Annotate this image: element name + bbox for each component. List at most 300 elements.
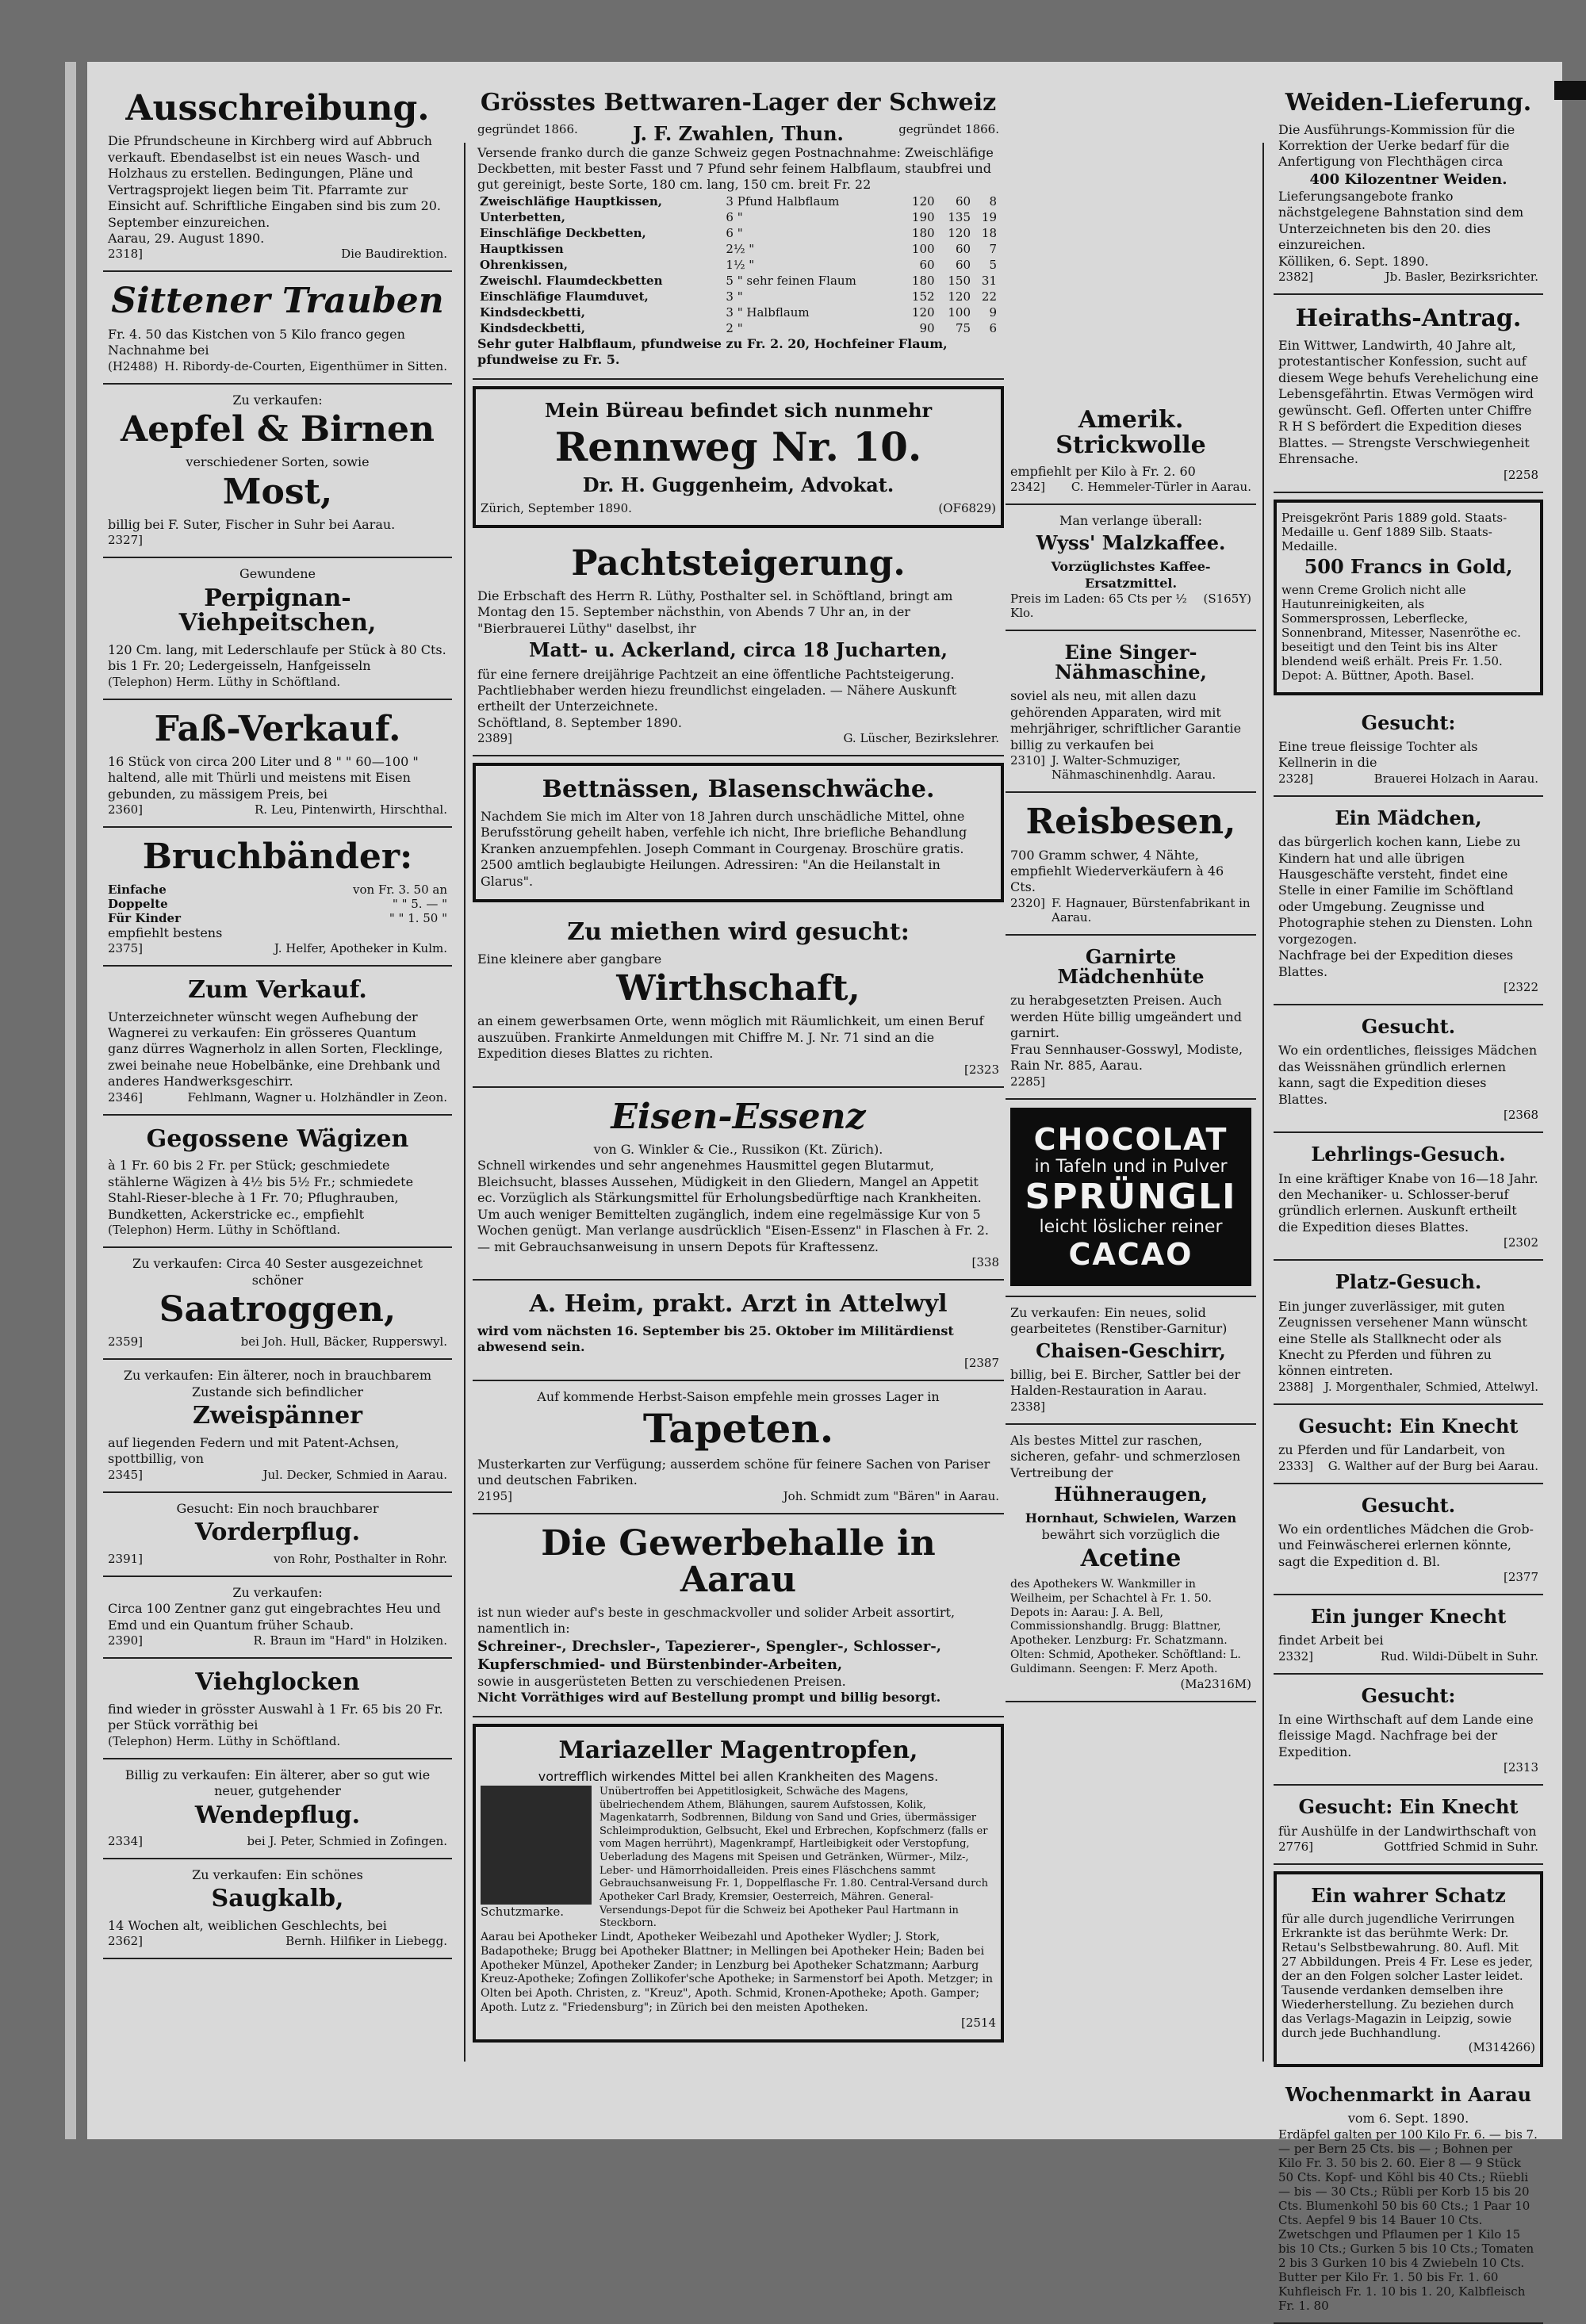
ad-date: Schöftland, 8. September 1890. <box>477 714 682 730</box>
ad-number: 2390] <box>108 1633 144 1648</box>
ad-title: Ein Mädchen, <box>1335 806 1482 829</box>
price-table-cell: 8 <box>989 193 997 209</box>
ad-title: Wirthschaft, <box>616 968 860 1009</box>
ad-number: 2382] <box>1278 270 1314 285</box>
price-table-cell: 152 <box>911 289 935 304</box>
ad-body: Erdäpfel galten per 100 Kilo Fr. 6. — bis 7. — per Bern 25 Cts. bis — ; Bohnen per Kilo Fr. 3. 50 bis 2. 60. Eier 8 — 9 Stück 50 Cts. Kopf- und Köhl bis 40 Cts.; Rüebli — bis — 30 Cts.; Rübli per Korb 15 bis 20 Cts. Blumenkohl 50 bis 60 Cts.; 1 Paar 10 Cts. Aepfel 9 bis 14 Bauer 10 Cts. Zwetschgen und Pflaumen per 1 Kilo 15 bis 10 Cts.; Gurken 5 bis 10 Cts.; Tomaten 2 bis 3 Gurken 10 bis 4 Zwiebeln 10 Cts. Butter per Kilo Fr. 1. 50 bis Fr. 1. 60 Kuhfleisch Fr. 1. 10 bis 1. 20, Kalbfleisch Fr. 1. 80 <box>1278 2127 1538 2313</box>
ad-pretitle: Zu verkaufen: Ein schönes <box>192 1867 363 1882</box>
ad-knecht-3 <box>1274 1786 1543 1865</box>
ad-number: [2323 <box>963 1062 999 1077</box>
ad-bettnaessen <box>473 763 1004 902</box>
ad-title: Saugkalb, <box>211 1885 344 1913</box>
ad-title: Zweispänner <box>192 1402 363 1430</box>
page-edge-left <box>65 62 76 2139</box>
price-table-row <box>477 209 999 225</box>
founded-right: gegründet 1866. <box>898 121 999 136</box>
ad-body: Ein junger zuverlässiger, mit guten Zeugnissen versehener Mann wünscht eine Stelle als Stallknecht oder als Knecht zu Pferden und führen zu können eintreten. <box>1278 1298 1527 1379</box>
ad-title: Ein wahrer Schatz <box>1311 1884 1506 1908</box>
ad-body: 14 Wochen alt, weiblichen Geschlechts, bei <box>108 1917 387 1933</box>
ad-title: Acetine <box>1080 1545 1182 1573</box>
price-table-cell: 2½ " <box>726 241 755 256</box>
ad-body: Preis im Laden: 65 Cts per ½ Klo. <box>1010 592 1187 621</box>
ad-number: 2345] <box>108 1467 144 1482</box>
ad-signature: R. Leu, Pintenwirth, Hirschthal. <box>254 802 447 817</box>
ad-body: 120 Cm. lang, mit Lederschlaufe per Stück à 80 Cts. bis 1 Fr. 20; Ledergeisseln, Hanfgeisseln <box>108 641 446 674</box>
ad-footer: Nicht Vorräthiges wird auf Bestellung prompt und billig besorgt. <box>477 1690 941 1706</box>
ad-intro: Als bestes Mittel zur raschen, sicheren, gefahr- und schmerzlosen Vertreibung der <box>1010 1432 1241 1480</box>
ad-signature: bei J. Peter, Schmied in Zofingen. <box>247 1834 447 1848</box>
price-table-cell: Kindsdeckbetti, <box>480 320 585 335</box>
ad-fass-verkauf <box>103 700 452 829</box>
ad-number: [2368 <box>1503 1108 1538 1123</box>
ad-body: Circa 100 Zentner ganz gut eingebrachtes Heu und Emd und ein Quantum früher Schaub. <box>108 1601 441 1633</box>
ad-saugkalb <box>103 1859 452 1959</box>
ad-signature: H. Ribordy-de-Courten, Eigenthümer in Sitten. <box>164 358 447 373</box>
price-table-cell: 7 <box>989 241 997 256</box>
ad-signature: Fehlmann, Wagner u. Holzhändler in Zeon. <box>187 1089 447 1105</box>
ad-signature: J. Walter-Schmuziger, Nähmaschinenhdlg. Aarau. <box>1052 753 1216 783</box>
ad-number: [2322 <box>1503 980 1538 995</box>
ad-signature: J. Helfer, Apotheker in Kulm. <box>274 941 447 956</box>
ad-signature: F. Hagnauer, Bürstenfabrikant in Aarau. <box>1052 895 1251 925</box>
price-table-cell: Einschläfige Flaumduvet, <box>480 289 649 304</box>
price-table-cell: Hauptkissen <box>480 241 564 256</box>
ad-pretitle: Zu verkaufen: Ein älterer, noch in brauchbarem Zustande sich befindlicher <box>123 1368 432 1399</box>
ad-body: Ein Wittwer, Landwirth, 40 Jahre alt, protestantischer Konfession, sucht auf diesem Wege behufs Verehelichung eine Lebensgefährtin. Etwas Vermögen wird gewünscht. Gefl. Offerten unter Chiffre R H S befördert die Expedition dieses Blattes. — Strengste Verschwiegenheit Ehrensache. <box>1278 337 1538 467</box>
ad-title: Grösstes Bettwaren-Lager der Schweiz <box>480 89 997 117</box>
ad-title: Tapeten. <box>642 1405 834 1453</box>
price-table-cell: 19 <box>981 209 997 224</box>
ad-chaisen <box>1006 1297 1256 1425</box>
ad-title: Pachtsteigerung. <box>571 542 906 584</box>
ad-number: 2342] <box>1010 480 1046 495</box>
ad-feinwaescherei <box>1274 1484 1543 1596</box>
ad-pretitle: Billig zu verkaufen: Ein älterer, aber so gut wie neuer, gutgehender <box>125 1767 431 1799</box>
ad-maedchenhuete <box>1006 936 1256 1100</box>
ad-body: wird vom nächsten 16. September bis 25. Oktober im Militärdienst abwesend sein. <box>477 1323 954 1355</box>
ad-number: [2514 <box>960 2016 996 2031</box>
chocolat-line-3: SPRÜNGLI <box>1025 1176 1237 1217</box>
ad-body: billig bei F. Suter, Fischer in Suhr bei Aarau. <box>108 516 396 532</box>
ad-reisbesen <box>1006 793 1256 936</box>
chocolat-line-1: CHOCOLAT <box>1033 1121 1228 1157</box>
ad-subtitle: Vorzüglichstes Kaffee-Ersatzmittel. <box>1051 559 1211 591</box>
price-table-cell: 22 <box>981 289 997 304</box>
ad-title: 500 Francs in Gold, <box>1304 554 1513 578</box>
ad-body: des Apothekers W. Wankmiller in Weilheim, per Schachtel à Fr. 1. 50. Depots in: Aarau: J. A. Bell, Commissionshandlg. Brugg: Blattner, Apotheker. Lenzburg: Fr. Schatzmann. Olten: Schmid, Apotheker. Schöftland: L. Guldimann. Seengen: F. Merz Apoth. <box>1010 1577 1241 1676</box>
price-table-cell: Kindsdeckbetti, <box>480 304 585 320</box>
ad-title: Bruchbänder: <box>142 837 413 878</box>
ad-body: Fr. 4. 50 das Kistchen von 5 Kilo franco gegen Nachnahme bei <box>108 326 405 358</box>
ad-title: Ein junger Knecht <box>1310 1605 1507 1629</box>
ad-title: Gesucht: <box>1361 1683 1456 1707</box>
price-table-cell: 3 " <box>726 289 743 304</box>
ad-number: 2346] <box>108 1089 144 1105</box>
ad-body: für alle durch jugendliche Verirrungen Erkrankte ist das berühmte Werk: Dr. Retau's Selbstbewahrung. 80. Aufl. Mit 27 Abbildungen. Preis 4 Fr. Lese es jeder, der an den Folgen solcher Laster leidet. Tausende verdanken demselben ihre Wiederherstellung. Zu beziehen durch das Verlags-Magazin in Leipzig, sowie durch jede Buchhandlung. <box>1281 1912 1534 2041</box>
ad-name: Dr. H. Guggenheim, Advokat. <box>582 473 895 496</box>
ad-signature: G. Lüscher, Bezirkslehrer. <box>843 731 999 746</box>
ad-depots: Aarau bei Apotheker Lindt, Apotheker Weibezahl und Apotheker Wydler; J. Stork, Badapotheke; Brugg bei Apotheker Blattner; in Mellingen bei Apotheker Hein; Baden bei Apotheker Münzel, Apotheker Zander; in Lenzburg bei Apotheker Schatzmann; Aarburg Kreuz-Apotheke; Zofingen Zollikofer'sche Apotheke; in Sarmenstorf bei Apoth. Metzger; in Olten bei Apoth. Christen, z. "Kreuz", Apoth. Schmid, Kronen-Apotheke; Apoth. Gamper; Apoth. Lutz z. "Friedensburg"; in Zürich bei den meisten Apotheken. <box>481 1930 993 2015</box>
ad-subtitle: bewährt sich vorzüglich die <box>1041 1526 1220 1542</box>
ad-body: zu herabgesetzten Preisen. Auch werden Hüte billig umgeändert und garnirt. <box>1010 993 1242 1041</box>
ad-body: das bürgerlich kochen kann, Liebe zu Kindern hat und alle übrigen Hausgeschäfte versteht, findet eine Stelle in einer Familie im Schöftland oder Umgebung. Zeugnisse und Photographie stehen zu Diensten. Lohn vorgezogen. <box>1278 834 1533 947</box>
column-3 <box>1006 396 1256 1702</box>
ad-body: billig, bei E. Bircher, Sattler bei der Halden-Restauration in Aarau. <box>1010 1366 1241 1399</box>
ad-title: Wochenmarkt in Aarau <box>1285 2083 1532 2107</box>
chocolat-banner <box>1010 1108 1251 1286</box>
trademark-image <box>481 1786 592 1905</box>
ad-body: 700 Gramm schwer, 4 Nähte, empfiehlt Wiederverkäufern à 46 Cts. <box>1010 847 1224 895</box>
ad-title: Saatroggen, <box>159 1289 396 1330</box>
price-table-cell: 5 " sehr feinen Flaum <box>726 273 856 288</box>
ad-title: Eisen-Essenz <box>611 1096 866 1137</box>
ad-title: Gegossene Wägizen <box>146 1124 409 1153</box>
ad-signature: Brauerei Holzach in Aarau. <box>1373 771 1538 786</box>
price-table-cell: 6 " <box>726 225 743 240</box>
ad-title: Die Gewerbehalle in Aarau <box>541 1522 936 1600</box>
ad-malzkaffee <box>1006 505 1256 631</box>
ad-title: Gesucht: Ein Knecht <box>1298 1795 1519 1819</box>
ad-zweispaenner <box>103 1360 452 1492</box>
price-table-cell: 100 <box>948 304 971 320</box>
ad-pretitle: Zu verkaufen: Ein neues, solid gearbeitetes (Renstiber-Garnitur) <box>1010 1304 1228 1337</box>
ad-number: 2327] <box>108 533 144 548</box>
ad-body: 16 Stück von circa 200 Liter und 8 " " 60—100 " haltend, alle mit Thürli und meistens mit Eisen gebunden, zu mässigem Preis, bei <box>108 753 419 802</box>
ad-title: Viehglocken <box>195 1668 360 1697</box>
ad-number: (S165Y) <box>1203 592 1251 607</box>
ad-number: 2333] <box>1278 1458 1314 1473</box>
ad-chocolat <box>1006 1100 1256 1297</box>
price-table-cell: 3 Pfund Halbflaum <box>726 193 840 209</box>
ad-date: Aarau, 29. August 1890. <box>108 231 265 246</box>
ad-body: ist nun wieder auf's beste in geschmackvoller und solider Arbeit assortirt, namentlich in: <box>477 1604 956 1637</box>
ad-lehrling <box>1274 1133 1543 1261</box>
ad-number: 2391] <box>108 1551 144 1566</box>
ad-title: Weiden-Lieferung. <box>1285 89 1532 117</box>
ad-body: Unübertroffen bei Appetitlosigkeit, Schwäche des Magens, übelriechendem Athem, Blähungen, saurem Aufstossen, Kolik, Magenkatarrh, Sodbrennen, Bildung von Sand und Gries, übermässiger Schleimproduktion, Gelbsucht, Ekel und Erbrechen, Kopfschmerz (falls er vom Magen herrührt), Magenkrampf, Hartleibigkeit oder Verstopfung, Ueberladung des Magens mit Speisen und Getränken, Würmer-, Milz-, Leber- und Hämorrhoidalleiden. Preis eines Fläschchens sammt Gebrauchsanweisung Fr. 1, Doppelflasche Fr. 1.80. Central-Versand durch Apotheker Carl Brady, Kremsier, Oesterreich, Mähren. General-Versendungs-Depot für die Schweiz bei Apotheker Paul Hartmann in Steckborn. <box>600 1785 988 1930</box>
ad-number: 2332] <box>1278 1648 1314 1664</box>
ad-signature: J. Morgenthaler, Schmied, Attelwyl. <box>1324 1379 1538 1394</box>
ad-body: Nachdem Sie mich im Alter von 18 Jahren durch unschädliche Mittel, ohne Berufsstörung geheilt haben, verfehle ich nicht, Ihre briefliche Behandlung Kranken anzuempfehlen. Joseph Commant in Courgenay. Broschüre gratis. 2500 amtlich beglaubigte Heilungen. Adressiren: "An die Heilanstalt in Glarus". <box>481 808 967 889</box>
price-table-cell: 100 <box>911 241 935 256</box>
ad-viehpeitschen <box>103 558 452 699</box>
price-table-cell: 120 <box>911 193 935 209</box>
column-2 <box>473 79 1004 2049</box>
ad-body: Wo ein ordentliches, fleissiges Mädchen das Weissnähen gründlich erlernen kann, sagt die Expedition dieses Blattes. <box>1278 1043 1538 1107</box>
ad-signature: Die Baudirektion. <box>341 247 447 262</box>
ad-ausschreibung <box>103 79 452 272</box>
ad-schaub <box>103 1577 452 1659</box>
ad-platz-gesuch <box>1274 1261 1543 1405</box>
ad-mariazeller <box>473 1724 1004 2043</box>
ad-signature: Joh. Schmidt zum "Bären" in Aarau. <box>783 1488 999 1503</box>
price-table-cell: 5 <box>989 257 997 272</box>
ad-title: Reisbesen, <box>1025 802 1236 843</box>
ad-pretitle: Zu verkaufen: Circa 40 Sester ausgezeichnet schöner <box>132 1256 423 1288</box>
price-table-cell: 6 <box>989 320 997 335</box>
ad-body: find wieder in grösster Auswahl à 1 Fr. 65 bis 20 Fr. per Stück vorräthig bei <box>108 1701 443 1733</box>
price-row: Doppelte " " 5. — " <box>108 896 447 911</box>
ad-title: Garnirte Mädchenhüte <box>1057 944 1205 989</box>
ad-zum-verkauf <box>103 967 452 1116</box>
price-table-cell: 60 <box>955 241 971 256</box>
ad-number: [2258 <box>1503 467 1538 482</box>
ad-signature: G. Walther auf der Burg bei Aarau. <box>1327 1458 1538 1473</box>
ad-body: In eine Wirthschaft auf dem Lande eine fleissige Magd. Nachfrage bei der Expedition. <box>1278 1712 1534 1759</box>
price-table-row <box>477 257 999 273</box>
price-table-cell: Zweischl. Flaumdeckbetten <box>480 273 663 288</box>
ad-number: (H2488) <box>108 358 158 373</box>
price-table-cell: 180 <box>911 225 935 240</box>
ad-wirthschaft <box>473 909 1004 1088</box>
ad-title: Faß-Verkauf. <box>154 708 401 749</box>
ad-maedchen <box>1274 797 1543 1005</box>
column-rule <box>1262 143 1264 2062</box>
ad-title: Gesucht. <box>1361 1493 1456 1517</box>
ad-body: empfiehlt per Kilo à Fr. 2. 60 <box>1010 464 1196 479</box>
price-table-cell: Ohrenkissen, <box>480 257 568 272</box>
ad-body: wenn Creme Grolich nicht alle Hautunreinigkeiten, als Sommersprossen, Leberflecke, Sonnenbrand, Mitesser, Nasenröthe ec. beseitigt und den Teint bis ins Alter blendend weiß erhält. Preis Fr. 1.50. Depot: A. Büttner, Apoth. Basel. <box>1281 582 1521 683</box>
ad-body: Wo ein ordentliches Mädchen die Grob- und Feinwäscherei erlernen könnte, sagt die Expedition d. Bl. <box>1278 1521 1534 1569</box>
price-table-cell: 6 " <box>726 209 743 224</box>
column-4 <box>1274 79 1543 2324</box>
price-table-cell: 60 <box>955 193 971 209</box>
ad-signature: Rud. Wildi-Dübelt in Suhr. <box>1380 1648 1538 1664</box>
ad-wochenmarkt <box>1274 2073 1543 2324</box>
ad-aepfel-birnen <box>103 385 452 559</box>
ad-number: 2375] <box>108 941 144 956</box>
ad-trades: Schreiner-, Drechsler-, Tapezierer-, Spengler-, Schlosser-, Kupferschmied- und Bürstenbinder-Arbeiten, <box>477 1637 941 1673</box>
ad-magd <box>1274 1675 1543 1786</box>
ad-title: Gesucht: Ein Knecht <box>1298 1414 1519 1438</box>
ad-title-2: Hornhaut, Schwielen, Warzen <box>1025 1510 1237 1526</box>
ad-pretitle: Auf kommende Herbst-Saison empfehle mein grosses Lager in <box>537 1388 940 1404</box>
ad-pretitle: Zu miethen wird gesucht: <box>567 918 910 947</box>
chocolat-line-4: leicht löslicher reiner <box>1039 1216 1223 1237</box>
ad-firm: von G. Winkler & Cie., Russikon (Kt. Zürich). <box>593 1141 883 1157</box>
ad-signature: (Telephon) Herm. Lüthy in Schöftland. <box>108 1223 341 1238</box>
ad-body-2: Nachfrage bei der Expedition dieses Blattes. <box>1278 948 1514 979</box>
ad-vorderpflug <box>103 1493 452 1577</box>
price-table-cell: 120 <box>948 289 971 304</box>
column-rule <box>464 143 465 2062</box>
ad-body: soviel als neu, mit allen dazu gehörenden Apparaten, wird mit mehrjähriger, schriftlicher Garantie billig zu verkaufen bei <box>1010 688 1242 752</box>
price-table-cell: 18 <box>981 225 997 240</box>
ad-title: Gesucht: <box>1361 710 1456 734</box>
price-table-cell: 120 <box>911 304 935 320</box>
price-table-row <box>477 289 999 304</box>
ad-signature: von Rohr, Posthalter in Rohr. <box>274 1551 447 1566</box>
ad-title: Chaisen-Geschirr, <box>1036 1338 1226 1362</box>
ad-wendepflug <box>103 1759 452 1859</box>
ad-number: (Ma2316M) <box>1180 1677 1251 1692</box>
ad-waegli <box>103 1116 452 1248</box>
ad-pretitle: Zu verkaufen: <box>232 1584 323 1600</box>
ad-signature: R. Braun im "Hard" in Holziken. <box>253 1633 447 1648</box>
price-table-row <box>477 273 999 289</box>
ad-title: Ausschreibung. <box>125 88 430 128</box>
price-table-cell: 75 <box>955 320 971 335</box>
column-1 <box>103 79 452 1959</box>
price-table-row <box>477 304 999 320</box>
price-table-cell: 135 <box>948 209 971 224</box>
ad-body: Musterkarten zur Verfügung; ausserdem schöne für feinere Sachen von Pariser und deutschen Fabriken. <box>477 1456 990 1488</box>
ad-body: auf liegenden Federn und mit Patent-Achsen, spottbillig, von <box>108 1434 400 1467</box>
ad-title: Heiraths-Antrag. <box>1295 304 1522 333</box>
ad-body: zu Pferden und für Landarbeit, von <box>1278 1442 1505 1458</box>
ad-date: vom 6. Sept. 1890. <box>1347 2111 1469 2127</box>
ad-number: [2313 <box>1503 1760 1538 1775</box>
ad-title-1: Hühneraugen, <box>1054 1483 1208 1507</box>
price-row: Für Kinder " " 1. 50 " <box>108 910 447 925</box>
ad-number: 2338] <box>1010 1399 1046 1414</box>
ad-subtitle: Eine kleinere aber gangbare <box>477 951 662 967</box>
ad-pretitle: Mein Büreau befindet sich nunmehr <box>544 398 933 422</box>
ad-title: Perpignan-Viehpeitschen, <box>178 584 377 637</box>
ad-date: Kölliken, 6. Sept. 1890. <box>1278 253 1429 269</box>
ad-body: an einem gewerbsamen Orte, wenn möglich mit Räumlichkeit, um einen Beruf auszuüben. Frankirte Anmeldungen mit Chiffre M. J. Nr. 71 sind an die Expedition dieses Blattes zu richten. <box>477 1013 984 1062</box>
ad-footer: Sehr guter Halbflaum, pfundweise zu Fr. 2. 20, Hochfeiner Flaum, pfundweise zu Fr. 5. <box>477 335 948 368</box>
ad-knecht-2 <box>1274 1595 1543 1675</box>
ad-body-2: für eine fernere dreijährige Pachtzeit an eine öffentliche Pachtsteigerung. Pachtliebhaber werden hiezu freundlichst eingeladen. — Nähere Auskunft ertheilt der Unterzeichnete. <box>477 666 957 714</box>
ad-saatroggen <box>103 1248 452 1360</box>
ad-acetine <box>1006 1425 1256 1702</box>
ad-number: 2328] <box>1278 771 1314 786</box>
price-table-cell: 120 <box>948 225 971 240</box>
ad-bettwaren <box>473 79 1004 380</box>
ad-signature: Jul. Decker, Schmied in Aarau. <box>262 1467 447 1482</box>
ad-body: für Aushülfe in der Landwirthschaft von <box>1278 1823 1537 1839</box>
price-table-cell: 60 <box>919 257 935 272</box>
ad-title: Wendepflug. <box>194 1801 361 1829</box>
ad-body-2: Lieferungsangebote franko nächstgelegene Bahnstation sind dem Unterzeichneten bis den 20. dies einzureichen. <box>1278 188 1524 253</box>
ad-knecht-1 <box>1274 1405 1543 1484</box>
price-table-cell: 60 <box>955 257 971 272</box>
ad-title: Platz-Gesuch. <box>1335 1270 1482 1294</box>
price-table-cell: 9 <box>989 304 997 320</box>
ad-signature: Frau Sennhauser-Gosswyl, Modiste, Rain Nr. 885, Aarau. <box>1010 1041 1243 1074</box>
ad-number: [338 <box>971 1255 999 1270</box>
ad-pretitle: Zu verkaufen: <box>232 392 323 408</box>
ad-heiraths-antrag <box>1274 295 1543 492</box>
ad-signature: (Telephon) Herm. Lüthy in Schöftland. <box>108 674 341 689</box>
ad-signature: (Telephon) Herm. Lüthy in Schöftland. <box>108 1733 341 1748</box>
ad-title: Aepfel & Birnen <box>121 409 435 450</box>
ad-title: Zum Verkauf. <box>188 976 367 1005</box>
price-table-cell: 150 <box>948 273 971 288</box>
ad-number: 2389] <box>477 731 513 746</box>
ad-body: Versende franko durch die ganze Schweiz gegen Postnachnahme: Zweischläfige Deckbetten, mit bester Fasst und 7 Pfund sehr feinem Halbflaum, staubfrei und gut gereinigt, beste Sorte, 180 cm. lang, 150 cm. breit Fr. 22 <box>477 144 994 193</box>
ad-bruchbaender <box>103 828 452 967</box>
ad-number: (M314266) <box>1468 2040 1535 2055</box>
ad-500-francs <box>1274 500 1543 695</box>
chocolat-line-2: in Tafeln und in Pulver <box>1034 1156 1228 1177</box>
price-table-row <box>477 241 999 257</box>
ad-title: Sittener Trauben <box>111 281 444 322</box>
ad-tapeten <box>473 1381 1004 1514</box>
ad-body: empfiehlt bestens <box>108 925 223 940</box>
ad-body: Unterzeichneter wünscht wegen Aufhebung der Wagnerei zu verkaufen: Ein grösseres Quantum ganz dürres Wagnerholz in allen Sorten, Flecklinge, zwei beinahe neue Hobelbänke, eine Drehbank und anderes Handwerksgeschirr. <box>108 1009 443 1089</box>
ad-title: Mariazeller Magentropfen, <box>558 1736 918 1764</box>
ad-title: Amerik. Strickwolle <box>1055 406 1206 459</box>
ad-signature: Jb. Basler, Bezirksrichter. <box>1385 270 1538 285</box>
trademark-caption: Schutzmarke. <box>481 1904 564 1919</box>
ad-number: 2310] <box>1010 753 1046 768</box>
ad-number: 2195] <box>477 1488 513 1503</box>
page-corner-marker <box>1554 81 1586 100</box>
ad-buero <box>473 386 1004 528</box>
ad-number: 2360] <box>108 802 144 817</box>
ad-number: 2776] <box>1278 1840 1314 1855</box>
ad-tochter <box>1274 702 1543 797</box>
ad-title: Lehrlings-Gesuch. <box>1311 1143 1506 1166</box>
ad-pachtsteigerung <box>473 534 1004 757</box>
ad-pretitle: Gesucht: Ein noch brauchbarer <box>176 1500 379 1516</box>
price-row: Einfache von Fr. 3. 50 an <box>108 882 447 897</box>
ad-body: Die Pfrundscheune in Kirchberg wird auf Abbruch verkauft. Ebendaselbst ist ein neues Wasch- und Holzhaus zu erstellen. Bedingungen, Pläne und Vertragsprojekt liegen beim Tit. Pfarramte zur Einsicht auf. Schriftliche Eingaben sind bis zum 20. September einzureichen. <box>108 133 442 230</box>
ad-number: (OF6829) <box>938 500 996 515</box>
ad-signature: Bernh. Hilfiker in Liebegg. <box>285 1934 447 1949</box>
price-table-cell: 3 " Halbflaum <box>726 304 810 320</box>
ad-title: A. Heim, prakt. Arzt in Attelwyl <box>529 1290 948 1319</box>
ad-body: Schnell wirkendes und sehr angenehmes Hausmittel gegen Blutarmut, Bleichsucht, blasses Aussehen, Müdigkeit in den Gliedern, Mangel an Appetit ec. Vorzüglich als Stärkungsmittel für Erholungsbedürftige nach Krankheiten. Um auch weniger Bemittelten zugänglich, indem eine regelmässige Kur von 5 Wochen genügt. Man verlange ausdrücklich "Eisen-Essenz" in Flaschen à Fr. 2. — mit Gebrauchsanweisung in unsern Depots für Kraftessenz. <box>477 1158 989 1254</box>
ad-weiden <box>1274 79 1543 295</box>
ad-singer <box>1006 631 1256 793</box>
ad-signature: Gottfried Schmid in Suhr. <box>1384 1840 1538 1855</box>
price-table-cell: Unterbetten, <box>480 209 565 224</box>
ad-viehglocken <box>103 1659 452 1759</box>
price-table-cell: 90 <box>919 320 935 335</box>
ad-gewerbehalle <box>473 1514 1004 1717</box>
ad-highlight: 400 Kilozentner Weiden. <box>1309 170 1507 188</box>
price-table-cell: 180 <box>911 273 935 288</box>
price-table-row <box>477 320 999 336</box>
ad-signature: C. Hemmeler-Türler in Aarau. <box>1071 480 1251 495</box>
ad-signature: bei Joh. Hull, Bäcker, Rupperswyl. <box>240 1334 447 1350</box>
ad-number: 2359] <box>108 1334 144 1350</box>
ad-body: à 1 Fr. 60 bis 2 Fr. per Stück; geschmiedete stählerne Wägizen à 4½ bis 5½ Fr.; schmiedete Stahl-Rieser-bleche à 1 Fr. 70; Pflughrauben, Bundketten, Ackerstricke ec., empfiehlt <box>108 1158 414 1222</box>
ad-title: Eine Singer-Nähmaschine, <box>1055 641 1207 684</box>
ad-eisen-essenz <box>473 1088 1004 1281</box>
ad-strickwolle <box>1006 396 1256 505</box>
ad-number: 2318] <box>108 247 144 262</box>
ad-number: 2362] <box>108 1934 144 1949</box>
ad-number: 2388] <box>1278 1379 1314 1394</box>
founded-left: gegründet 1866. <box>477 121 578 136</box>
ad-title: Rennweg Nr. 10. <box>554 423 922 471</box>
ad-number: 2334] <box>108 1834 144 1848</box>
price-table-cell: 2 " <box>726 320 743 335</box>
ad-number: [2387 <box>963 1355 999 1370</box>
ad-date: Zürich, September 1890. <box>481 500 632 515</box>
firm-name: J. F. Zwahlen, Thun. <box>633 121 844 145</box>
price-table-row <box>477 193 999 209</box>
price-table-cell: 31 <box>981 273 997 288</box>
ad-subtitle: vortrefflich wirkendes Mittel bei allen Krankheiten des Magens. <box>538 1769 939 1785</box>
price-table-cell: Zweischläfige Hauptkissen, <box>480 193 663 209</box>
price-table-row <box>477 225 999 241</box>
ad-title-2: Matt- u. Ackerland, circa 18 Jucharten, <box>528 638 948 662</box>
ad-heim <box>473 1281 1004 1380</box>
ad-number: 2285] <box>1010 1074 1046 1089</box>
ad-title: Gesucht. <box>1361 1015 1456 1039</box>
ad-sittener-trauben <box>103 272 452 384</box>
price-table <box>477 193 999 336</box>
ad-body: Die Ausführungs-Kommission für die Korrektion der Uerke bedarf für die Anfertigung von Flechthägen circa <box>1278 121 1515 170</box>
ad-number: [2377 <box>1503 1570 1538 1585</box>
ad-body: In eine kräftiger Knabe von 16—18 Jahr. den Mechaniker- u. Schlosser-beruf gründlich erlernen. Auskunft ertheilt die Expedition dieses Blattes. <box>1278 1170 1538 1235</box>
price-table-cell: 190 <box>911 209 935 224</box>
